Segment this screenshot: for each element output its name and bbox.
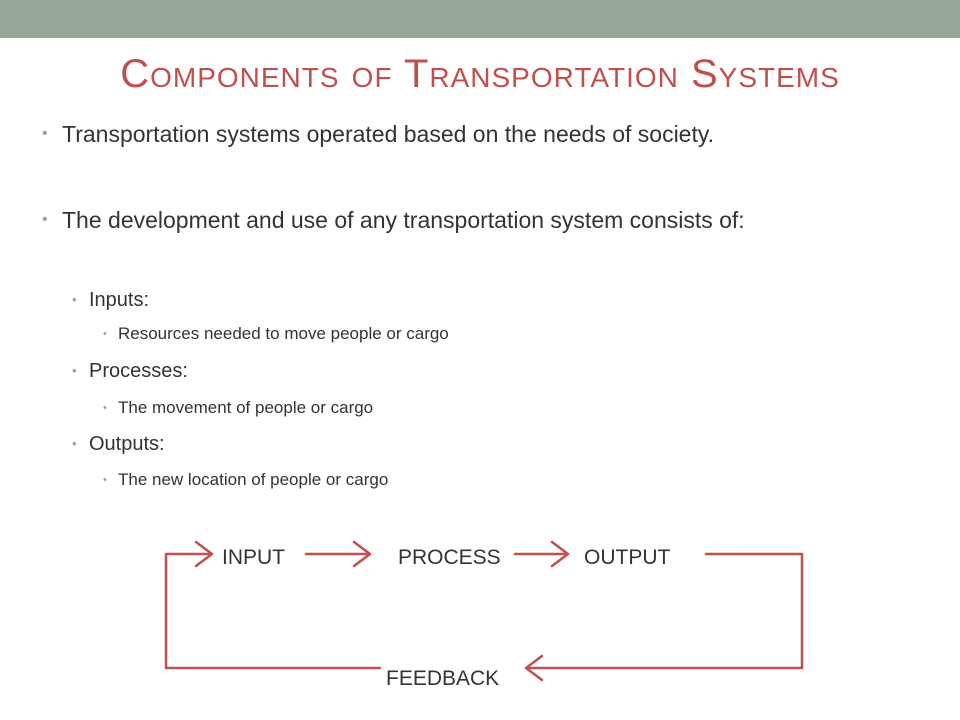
input-label: INPUT xyxy=(222,546,285,569)
bullet-dot-icon: • xyxy=(42,125,48,142)
sub-sub-bullet-text: The movement of people or cargo xyxy=(118,398,374,417)
bullet-dot-icon: • xyxy=(42,211,48,228)
output-label: OUTPUT xyxy=(584,546,671,569)
loop-left-line xyxy=(166,554,210,668)
bullet-dot-icon: • xyxy=(72,292,77,307)
bullet-dot-icon: • xyxy=(72,436,77,451)
sub-sub-bullet-text: Resources needed to move people or cargo xyxy=(118,324,449,343)
process-label: PROCESS xyxy=(398,546,501,569)
slide-title: Components of Transportation Systems xyxy=(120,52,840,96)
loop-right-line xyxy=(528,554,802,668)
bullet-dot-icon: • xyxy=(72,363,77,378)
sub-sub-bullet-text: The new location of people or cargo xyxy=(118,470,389,489)
bullet-dot-icon: • xyxy=(103,474,107,486)
bullet-dot-icon: • xyxy=(103,402,107,414)
feedback-label: FEEDBACK xyxy=(386,667,500,690)
sub-bullet-text: Inputs: xyxy=(89,289,150,311)
sub-bullet-text: Processes: xyxy=(89,360,188,382)
bullet-dot-icon: • xyxy=(103,328,107,340)
bullet-text: Transportation systems operated based on the needs of society. xyxy=(62,121,715,147)
bullet-text: The development and use of any transportation system consists of: xyxy=(62,207,745,233)
sub-bullet-text: Outputs: xyxy=(89,433,165,455)
